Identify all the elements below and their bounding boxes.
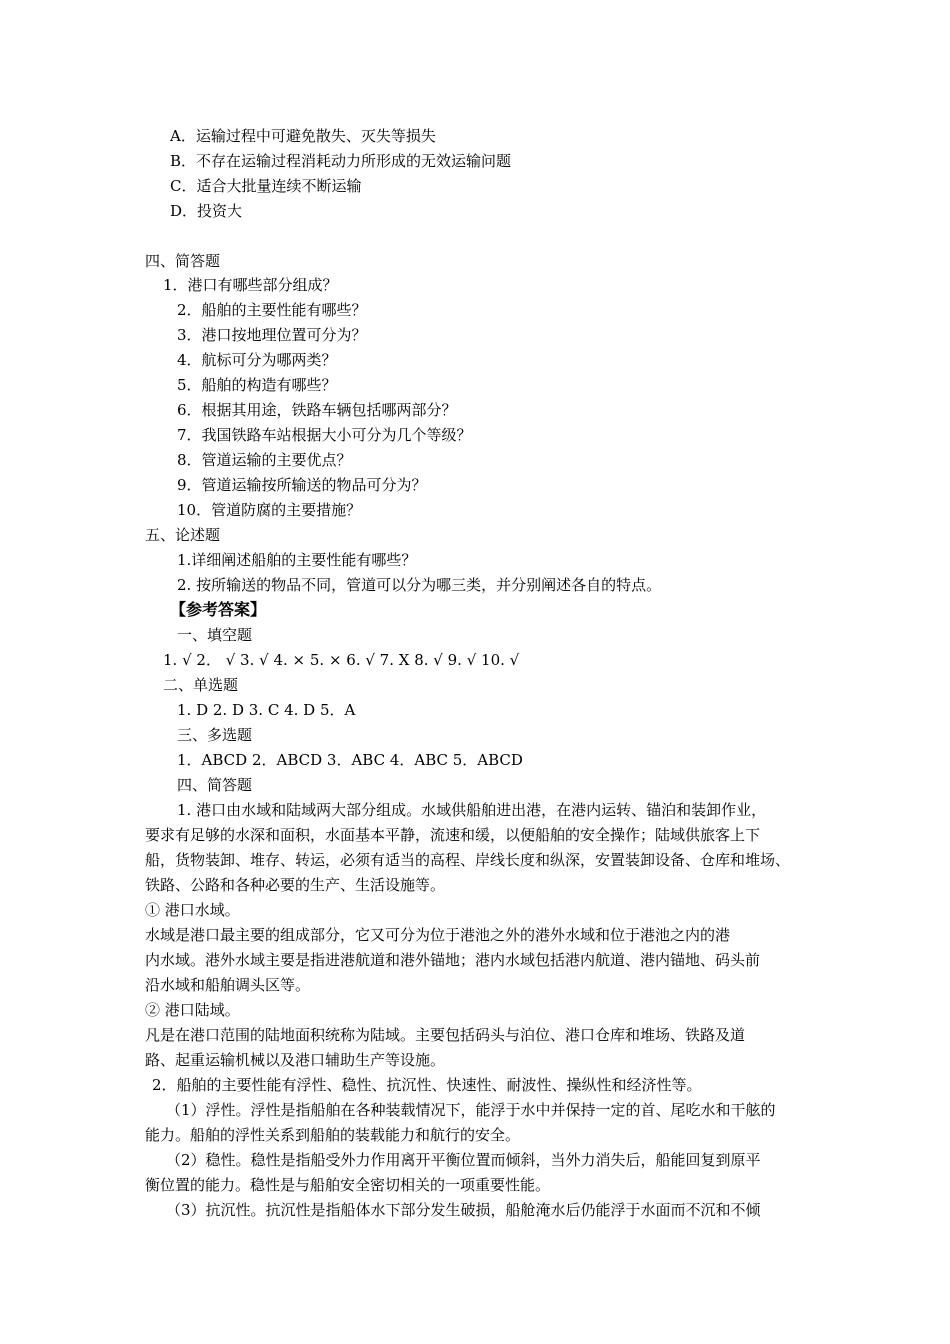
- body-line: ② 港口陆域。: [145, 1001, 240, 1019]
- short-question: 1．港口有哪些部分组成？: [163, 276, 338, 294]
- body-line: 路、起重运输机械以及港口辅助生产等设施。: [145, 1051, 446, 1069]
- body-line: 船，货物装卸、堆存、转运，必须有适当的高程、岸线长度和纵深，安置装卸设备、仓库和堆场、: [145, 851, 791, 869]
- answers-fill-title: 一、填空题: [177, 626, 253, 644]
- short-question: 4．航标可分为哪两类？: [177, 351, 337, 369]
- short-question: 2．船舶的主要性能有哪些？: [177, 301, 367, 319]
- option-a: A．运输过程中可避免散失、灭失等损失: [170, 127, 436, 145]
- body-line: 要求有足够的水深和面积，水面基本平静，流速和缓，以便船舶的安全操作；陆域供旅客上下: [145, 826, 761, 844]
- section-short-answer: 四、简答题: [145, 252, 221, 270]
- short-question: 8．管道运输的主要优点？: [177, 451, 352, 469]
- short-question: 7．我国铁路车站根据大小可分为几个等级？: [177, 426, 472, 444]
- body-line: ① 港口水域。: [145, 901, 240, 919]
- section-essay: 五、论述题: [145, 526, 221, 544]
- body-line: 内水域。港外水域主要是指进港航道和港外锚地；港内水域包括港内航道、港内锚地、码头前: [145, 951, 761, 969]
- body-line: 凡是在港口范围的陆地面积统称为陆域。主要包括码头与泊位、港口仓库和堆场、铁路及道: [145, 1026, 746, 1044]
- answers-heading: 【参考答案】: [170, 600, 267, 619]
- answers-fill-line: 1. √ 2． √ 3. √ 4. × 5. × 6. √ 7. Ⅹ 8. √ 9. √ 10. √: [163, 651, 520, 669]
- answers-single-line: 1. D 2. D 3. C 4. D 5．A: [177, 701, 356, 719]
- body-line: 能力。船舶的浮性关系到船舶的装载能力和航行的安全。: [145, 1126, 521, 1144]
- body-line: 水域是港口最主要的组成部分，它又可分为位于港池之外的港外水域和位于港池之内的港: [145, 926, 731, 944]
- answers-single-title: 二、单选题: [163, 676, 239, 694]
- body-line: （3）抗沉性。抗沉性是指船体水下部分发生破损，船舱淹水后仍能浮于水面而不沉和不倾: [166, 1201, 761, 1219]
- essay-question: 2. 按所输送的物品不同，管道可以分为哪三类，并分别阐述各自的特点。: [177, 576, 662, 594]
- body-line: （1）浮性。浮性是指船舶在各种装载情况下，能浮于水中并保持一定的首、尾吃水和干舷的: [166, 1101, 776, 1119]
- body-line: 沿水域和船舶调头区等。: [145, 976, 311, 994]
- body-line: 2．船舶的主要性能有浮性、稳性、抗沉性、快速性、耐波性、操纵性和经济性等。: [152, 1076, 702, 1094]
- short-question: 5．船舶的构造有哪些？: [177, 376, 337, 394]
- option-c: C．适合大批量连续不断运输: [170, 177, 362, 195]
- body-line: 1. 港口由水域和陆域两大部分组成。水域供船舶进出港，在港内运转、锚泊和装卸作业，: [177, 801, 767, 819]
- short-question: 9．管道运输按所输送的物品可分为？: [177, 476, 427, 494]
- body-line: 衡位置的能力。稳性是与船舶安全密切相关的一项重要性能。: [145, 1176, 551, 1194]
- body-line: 铁路、公路和各种必要的生产、生活设施等。: [145, 876, 446, 894]
- short-question: 10．管道防腐的主要措施？: [177, 501, 362, 519]
- answers-multi-line: 1．ABCD 2．ABCD 3．ABC 4．ABC 5．ABCD: [177, 751, 523, 769]
- option-d: D．投资大: [170, 202, 243, 220]
- short-question: 3．港口按地理位置可分为？: [177, 326, 367, 344]
- essay-question: 1.详细阐述船舶的主要性能有哪些？: [177, 551, 417, 569]
- body-line: （2）稳性。稳性是指船受外力作用离开平衡位置而倾斜，当外力消失后，船能回复到原平: [166, 1151, 761, 1169]
- short-question: 6．根据其用途，铁路车辆包括哪两部分？: [177, 401, 457, 419]
- option-b: B．不存在运输过程消耗动力所形成的无效运输问题: [170, 152, 512, 170]
- answers-multi-title: 三、多选题: [177, 726, 253, 744]
- answers-short-title: 四、简答题: [177, 776, 253, 794]
